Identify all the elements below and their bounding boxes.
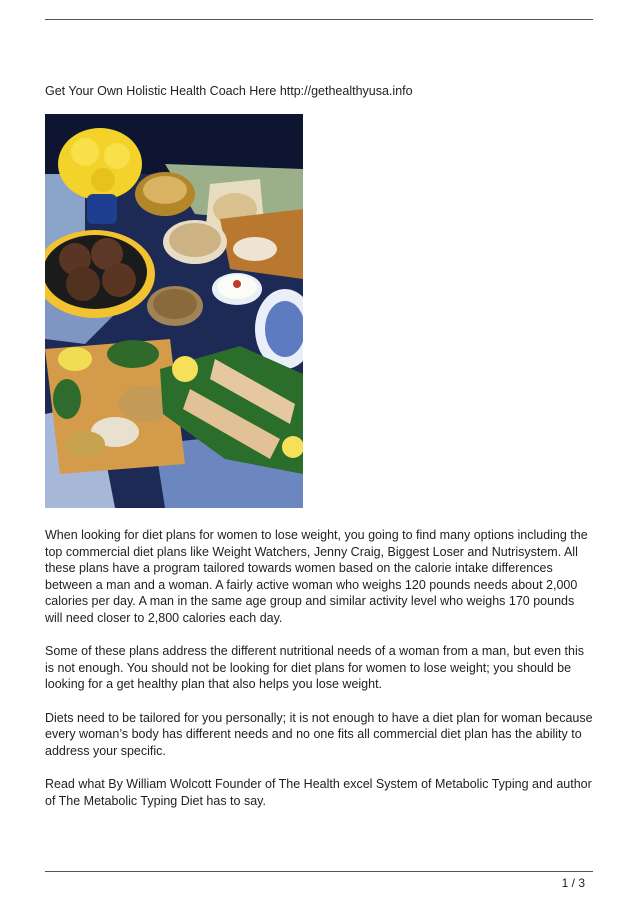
bottom-rule xyxy=(45,871,593,872)
paragraph-1: When looking for diet plans for women to lose weight, you going to find many options including the top commercial diet plans like Weight Watchers, Jenny Craig, Biggest Loser and Nutrisystem. All these plans have a program tailored towards women based on the calorie intake differences between a man and a woman. A fairly active woman who weighs 120 pounds needs about 2,000 calories per day. A man in the same age group and similar activity level who weighs 170 pounds will need closer to 2,800 calories each day. xyxy=(45,528,588,625)
paragraph-3: Diets need to be tailored for you personally; it is not enough to have a diet plan for woman because every woman’s body has different needs and no one fits all commercial diet plan has the ability to address your specific. xyxy=(45,710,593,758)
top-rule xyxy=(45,19,593,20)
paragraph-2: Some of these plans address the different nutritional needs of a woman from a man, but even this is not enough. You should not be looking for diet plans for women to lose weight; you should be looking for a get healthy plan that also helps you lose weight. xyxy=(45,644,584,692)
promo-link-text[interactable]: Get Your Own Holistic Health Coach Here http://gethealthyusa.info xyxy=(45,84,413,98)
page-number: 1 / 3 xyxy=(561,876,585,890)
food-photo xyxy=(45,114,303,508)
paragraph-4: Read what By William Wolcott Founder of The Health excel System of Metabolic Typing and author of The Metabolic Typing Diet has to say. xyxy=(45,776,592,808)
article-body xyxy=(45,527,595,826)
